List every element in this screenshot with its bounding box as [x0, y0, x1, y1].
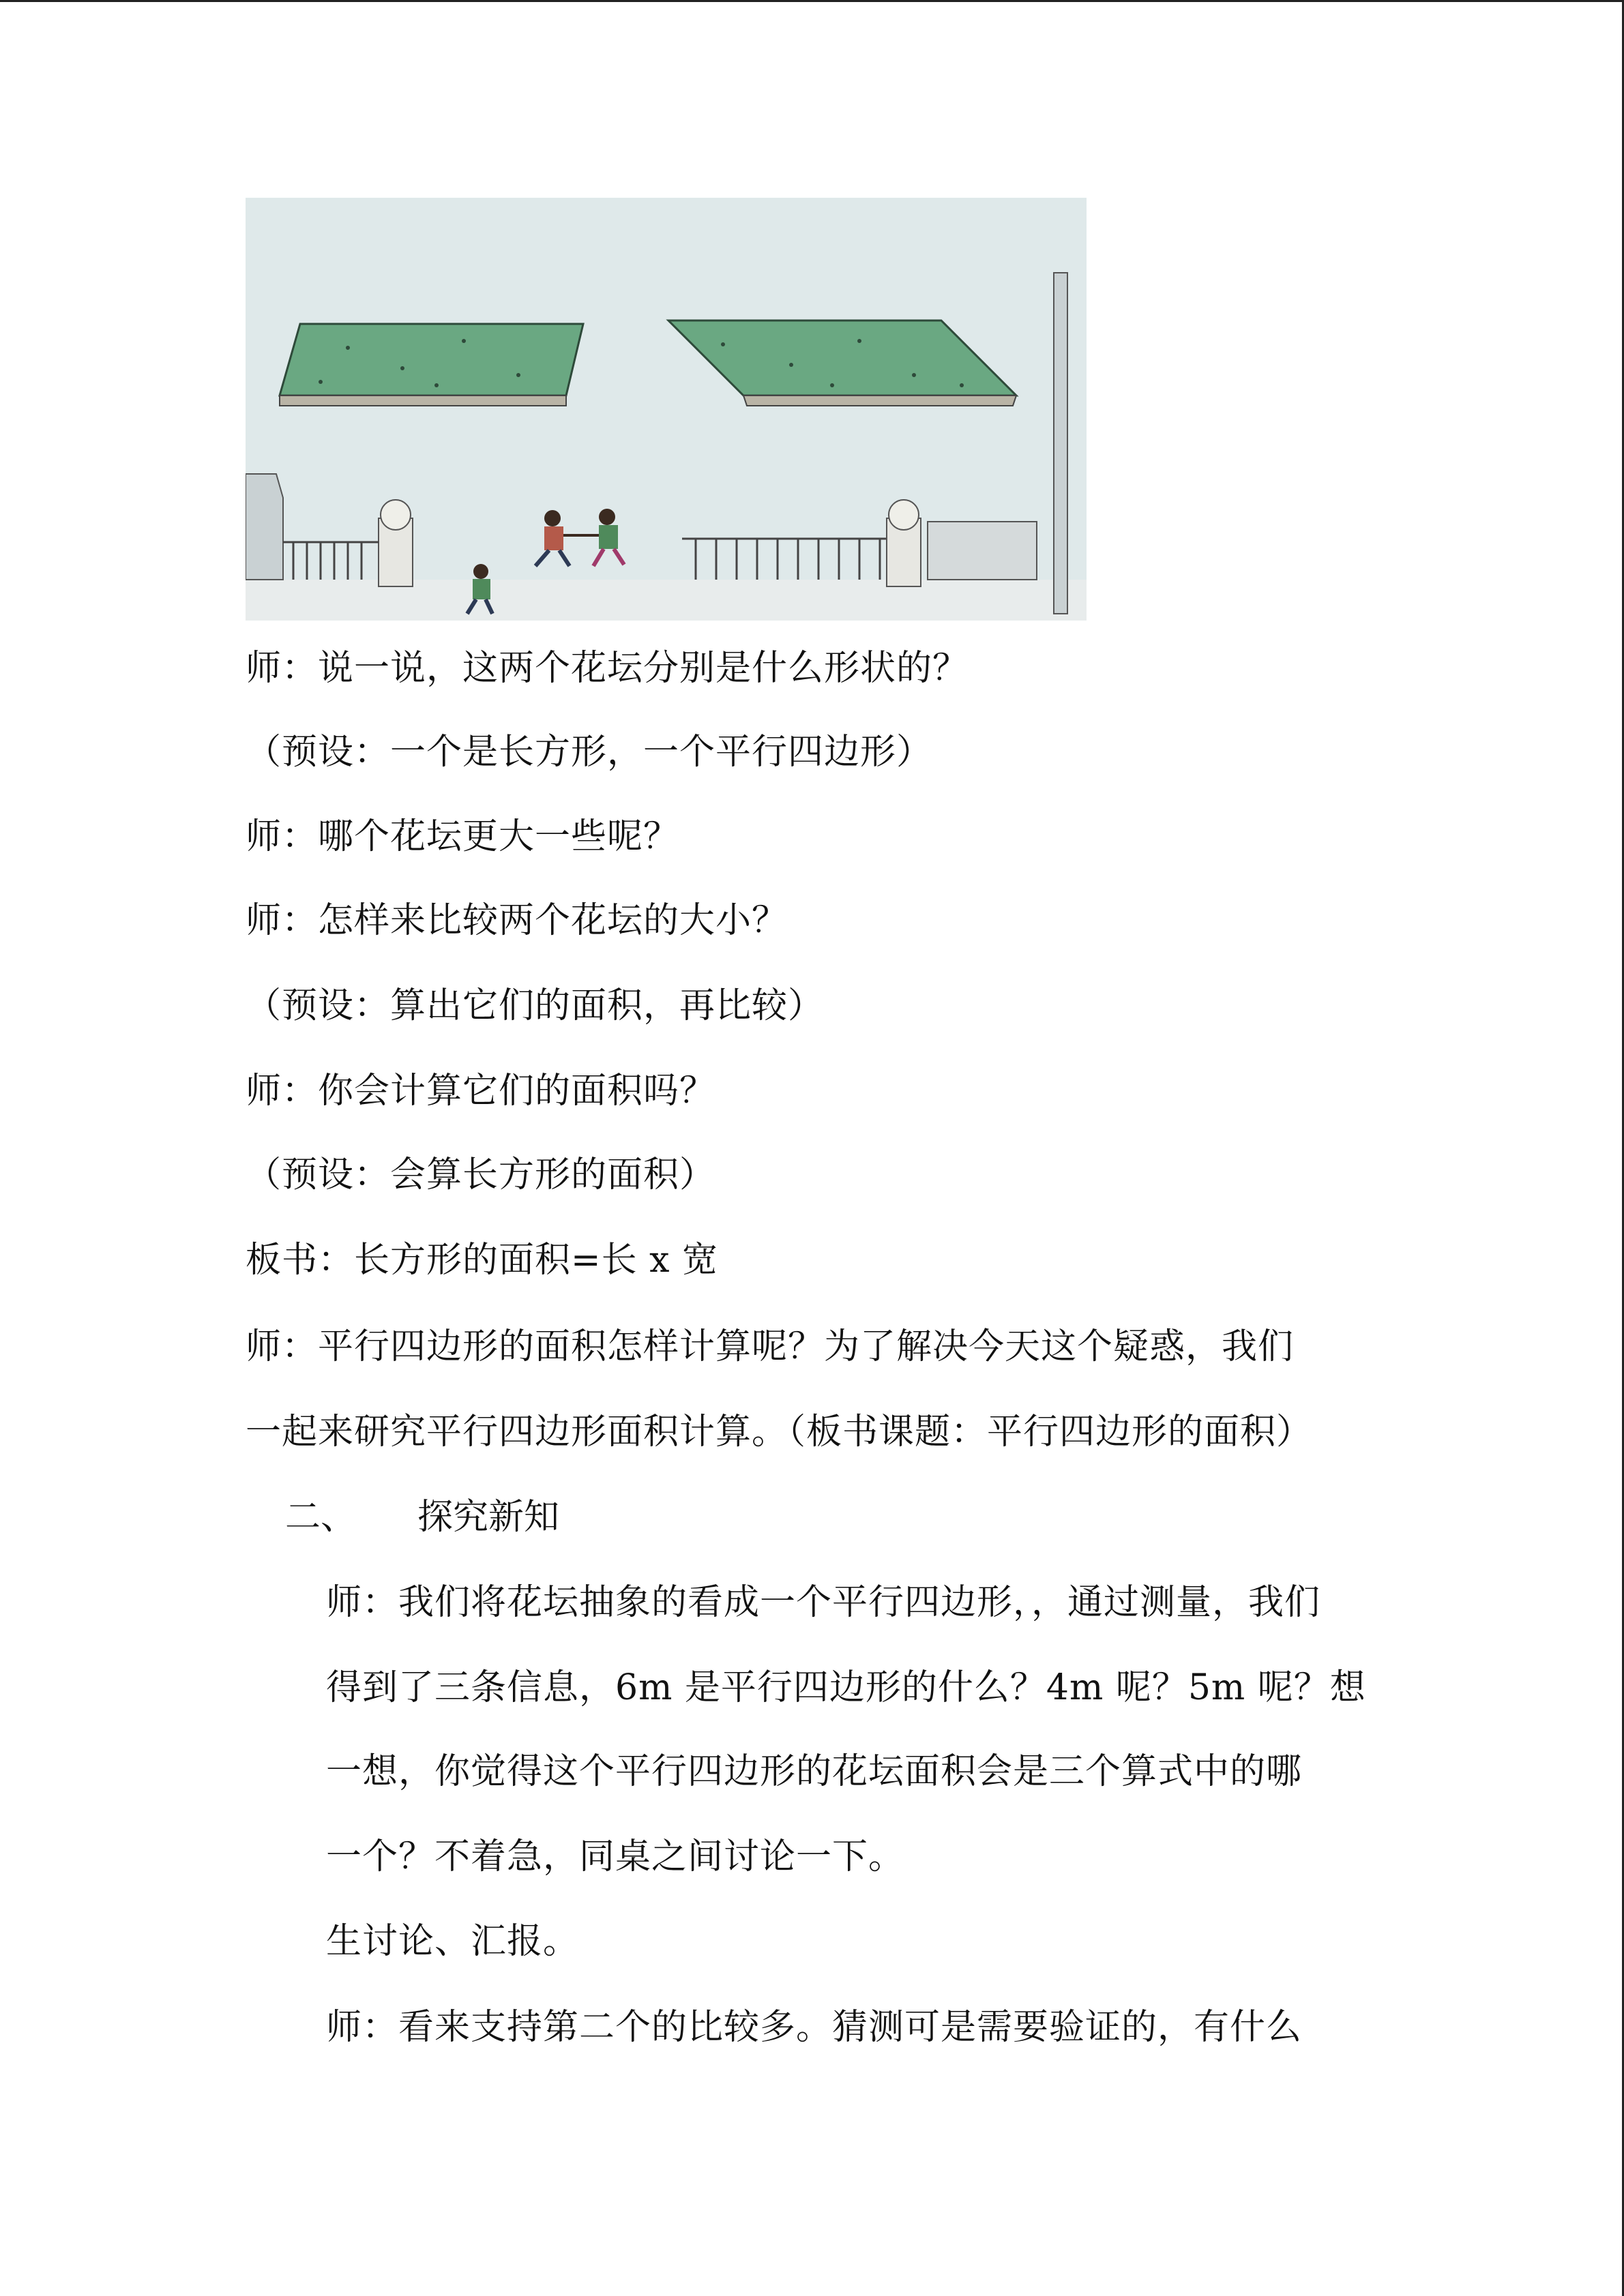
text-line-6: 师：你会计算它们的面积吗？ [246, 1071, 716, 1112]
flowerbeds-illustration [246, 198, 1087, 621]
text-line-1: 师：说一说，这两个花坛分别是什么形状的？ [246, 648, 969, 689]
text-line-2: （预设：一个是长方形，一个平行四边形） [246, 732, 933, 773]
indented-line-6: 师：看来支持第二个的比较多。猜测可是需要验证的，有什么 [326, 2007, 1303, 2048]
text-line-10: 一起来研究平行四边形面积计算。（板书课题：平行四边形的面积） [246, 1412, 1313, 1452]
indented-line-1: 师：我们将花坛抽象的看成一个平行四边形，，通过测量，我们 [326, 1582, 1321, 1623]
text-line-5: （预设：算出它们的面积，再比较） [246, 985, 825, 1026]
text-line-3: 师：哪个花坛更大一些呢？ [246, 816, 680, 857]
indented-line-3: 一想，你觉得这个平行四边形的花坛面积会是三个算式中的哪 [326, 1751, 1303, 1792]
text-line-4: 师：怎样来比较两个花坛的大小？ [246, 900, 788, 941]
indented-line-5: 生讨论、汇报。 [326, 1921, 580, 1962]
section-number: 二、 [285, 1497, 357, 1538]
indented-line-2: 得到了三条信息，6m 是平行四边形的什么？4m 呢？5m 呢？想 [326, 1667, 1366, 1708]
text-line-9: 师：平行四边形的面积怎样计算呢？为了解决今天这个疑惑，我们 [246, 1326, 1295, 1367]
top-border [0, 0, 1624, 2]
indented-line-4: 一个？不着急，同桌之间讨论一下。 [326, 1836, 905, 1877]
section-title: 探究新知 [417, 1497, 560, 1538]
text-line-7: （预设：会算长方形的面积） [246, 1154, 716, 1195]
text-line-8: 板书：长方形的面积=长 x 宽 [246, 1240, 718, 1281]
